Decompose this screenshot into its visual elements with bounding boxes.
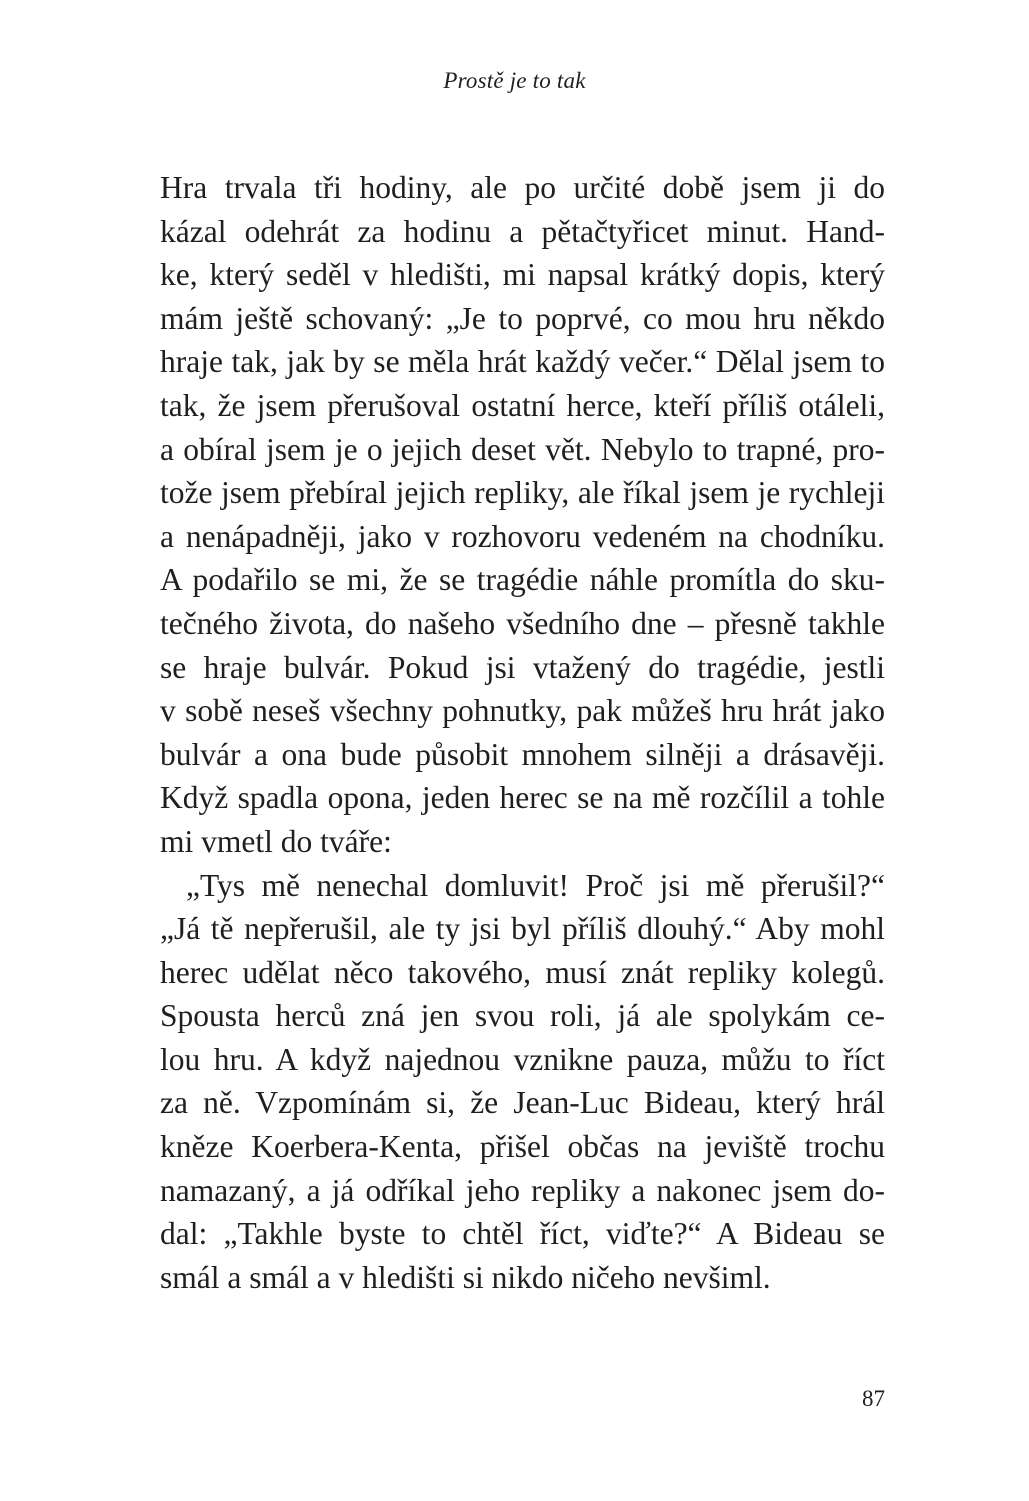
text-line: Hra trvala tři hodiny, ale po určité době jsem ji do: [160, 170, 885, 205]
text-line: Spousta herců zná jen svou roli, já ale spolykám ce-: [160, 998, 885, 1034]
text-line: mi vmetl do tváře:: [160, 823, 392, 859]
text-line: tože jsem přebíral jejich repliky, ale říkal jsem je rychleji: [160, 475, 885, 511]
running-header: Prostě je to tak: [443, 68, 586, 93]
text-line: „Tys mě nenechal domluvit! Proč jsi mě přerušil?“: [186, 867, 885, 903]
text-line: Když spadla opona, jeden herec se na mě rozčílil a tohle: [160, 780, 885, 816]
text-line: herec udělat něco takového, musí znát repliky kolegů.: [160, 954, 885, 990]
text-line: „Já tě nepřerušil, ale ty jsi byl příliš dlouhý.“ Aby mohl: [160, 911, 885, 947]
page-number: 87: [862, 1386, 885, 1411]
text-line: tečného života, do našeho všedního dne – přesně takhle: [160, 605, 885, 641]
text-line: hraje tak, jak by se měla hrát každý večer.“ Dělal jsem to: [160, 344, 885, 380]
text-line: namazaný, a já odříkal jeho repliky a nakonec jsem do-: [160, 1172, 885, 1208]
text-line: dal: „Takhle byste to chtěl říct, viďte?“ A Bideau se: [160, 1216, 885, 1252]
body-text: [160, 166, 885, 1299]
text-line: kněze Koerbera-Kenta, přišel občas na jeviště trochu: [160, 1129, 885, 1165]
text-line: lou hru. A když najednou vznikne pauza, můžu to říct: [160, 1041, 885, 1077]
text-line: A podařilo se mi, že se tragédie náhle promítla do sku-: [160, 562, 885, 598]
text-line: v sobě neseš všechny pohnutky, pak můžeš hru hrát jako: [160, 693, 885, 729]
text-line: smál a smál a v hledišti si nikdo ničeho nevšiml.: [160, 1259, 771, 1295]
text-line: kázal odehrát za hodinu a pětačtyřicet minut. Hand-: [160, 213, 885, 249]
text-line: ke, který seděl v hledišti, mi napsal krátký dopis, který: [160, 257, 885, 293]
text-line: za ně. Vzpomínám si, že Jean-Luc Bideau, který hrál: [160, 1085, 885, 1121]
text-line: a nenápadněji, jako v rozhovoru vedeném na chodníku.: [160, 518, 885, 554]
text-line: bulvár a ona bude působit mnohem silněji a drásavěji.: [160, 736, 885, 772]
text-line: mám ještě schovaný: „Je to poprvé, co mou hru někdo: [160, 300, 885, 336]
text-line: se hraje bulvár. Pokud jsi vtažený do tragédie, jestli: [160, 649, 885, 685]
text-line: tak, že jsem přerušoval ostatní herce, kteří příliš otáleli,: [160, 387, 885, 423]
text-line: a obíral jsem je o jejich deset vět. Nebylo to trapné, pro-: [160, 431, 885, 467]
